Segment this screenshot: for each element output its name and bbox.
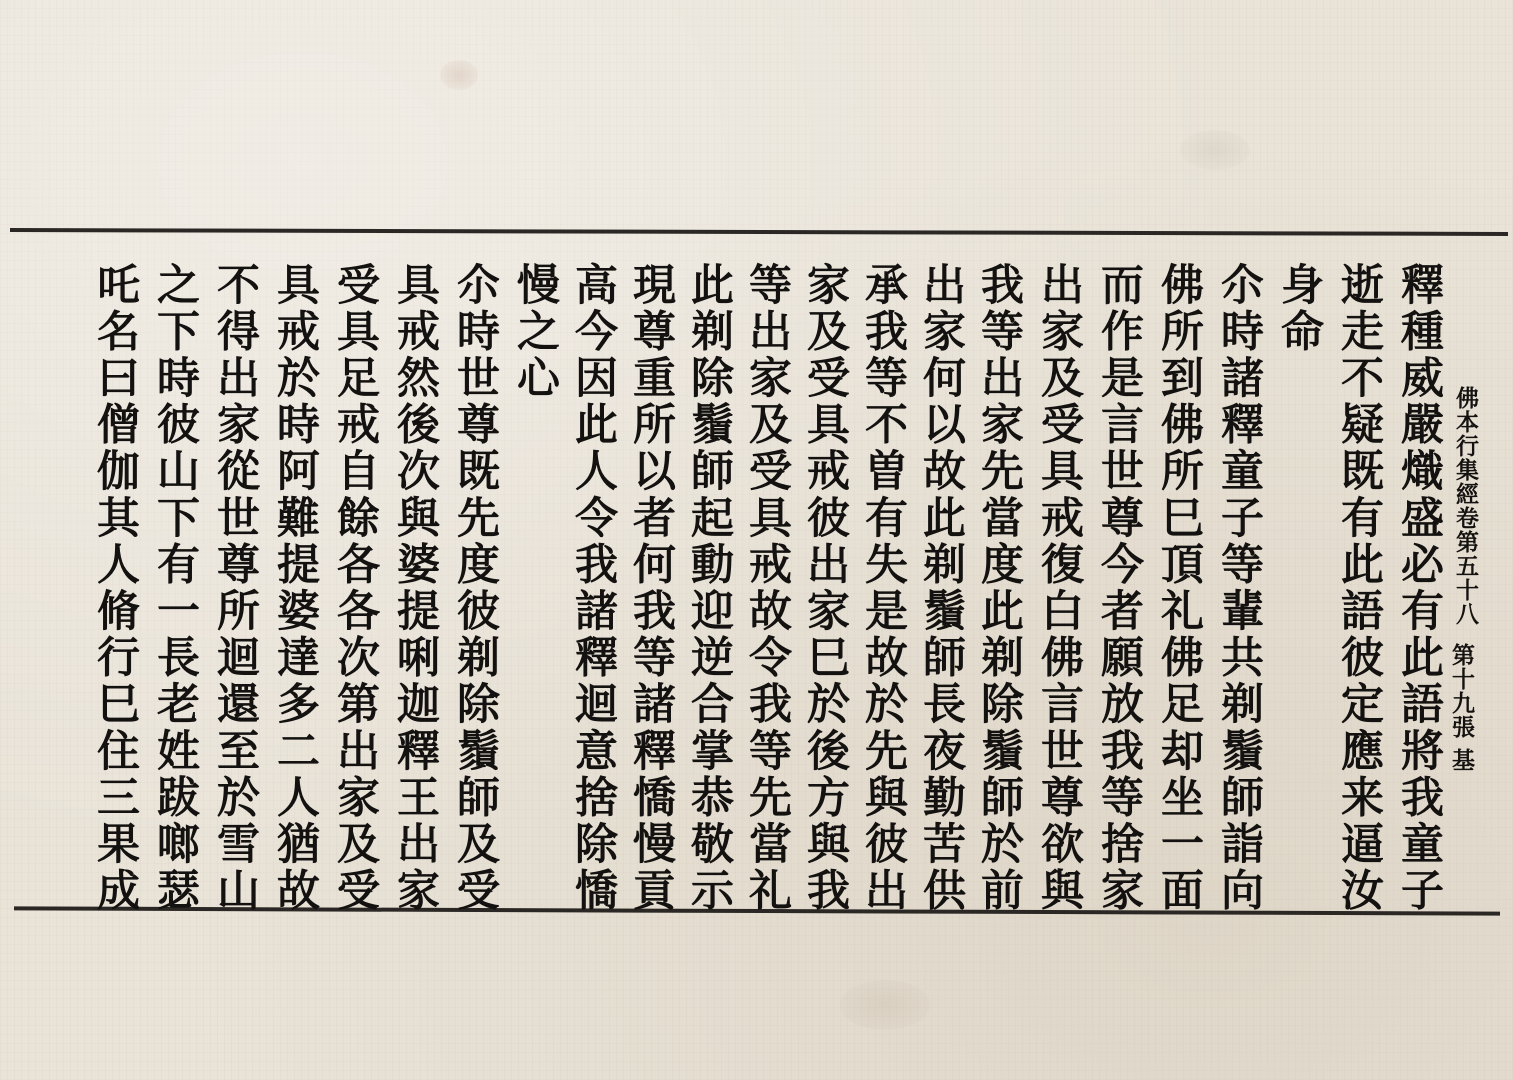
text-column: 出家及受具戒復白佛言世尊欲與 — [1034, 262, 1084, 915]
sutra-title: 佛本行集經卷第五十八 — [1452, 386, 1479, 626]
text-column: 身命 — [1274, 262, 1324, 356]
text-column: 佛所到佛所巳頂礼佛足却坐一面 — [1154, 262, 1204, 915]
text-column: 此剃除鬚師起動迎逆合掌恭敬示 — [684, 262, 734, 915]
text-column: 家及受具戒彼出家巳於後方與我 — [800, 262, 850, 915]
text-column: 慢之心 — [510, 262, 560, 402]
text-column: 承我等不曽有失是故於先與彼出 — [858, 262, 908, 915]
text-column: 尒時諸釋童子等輩共剃鬚師詣向 — [1214, 262, 1264, 915]
text-column: 出家何以故此剃鬚師長夜勤苦供 — [916, 262, 966, 915]
text-column: 高今因此人令我諸釋迴意捨除憍 — [568, 262, 618, 915]
text-column: 現尊重所以者何我等諸釋憍慢貢 — [626, 262, 676, 915]
text-column: 具戒然後次與婆提唎迦釋王出家 — [390, 262, 440, 915]
text-column: 尒時世尊既先度彼剃除鬚師及受 — [450, 262, 500, 915]
text-column: 而作是言世尊今者願放我等捨家 — [1094, 262, 1144, 915]
text-column: 不得出家從世尊所迴還至於雪山 — [210, 262, 260, 915]
text-column: 吒名曰僧伽其人脩行巳住三果成 — [90, 262, 140, 915]
paper-stain — [1180, 130, 1250, 170]
text-column: 釋種威嚴熾盛必有此語將我童子 — [1394, 262, 1444, 915]
text-column: 逝走不疑既有此語彼定應来逼汝 — [1334, 262, 1384, 915]
text-column: 具戒於時阿難提婆達多二人猶故 — [270, 262, 320, 915]
paper-stain — [840, 980, 930, 1030]
text-column: 等出家及受具戒故令我等先當礼 — [742, 262, 792, 915]
folio-number: 第十九張 基 — [1448, 643, 1475, 773]
top-border-rule — [10, 228, 1508, 236]
text-column: 我等出家先當度此剃除鬚師於前 — [974, 262, 1024, 915]
paper-stain — [440, 60, 478, 90]
text-column: 之下時彼山下有一長老姓跋啷瑟 — [150, 262, 200, 915]
text-column: 受具足戒自餘各各次第出家及受 — [330, 262, 380, 915]
